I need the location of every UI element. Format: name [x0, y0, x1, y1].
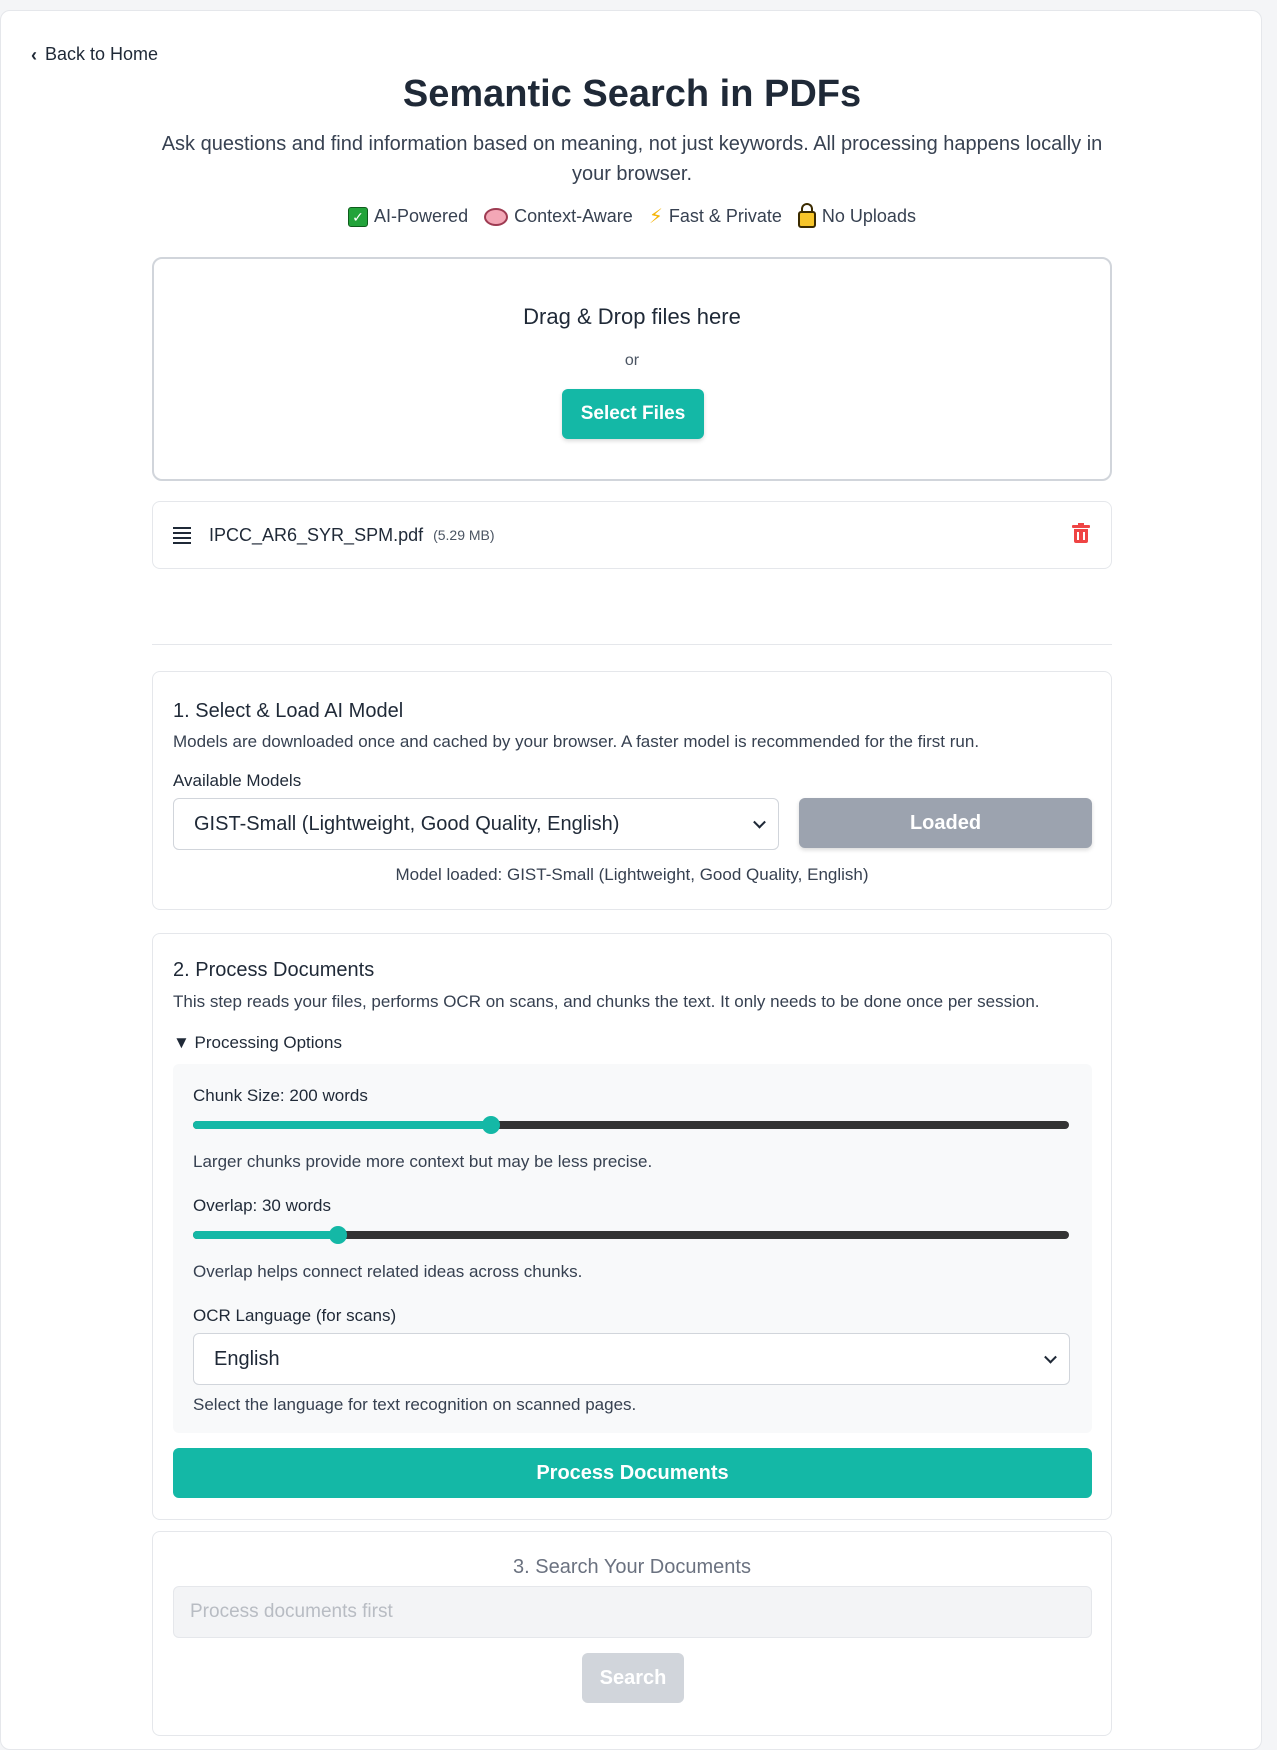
overlap-slider[interactable]	[193, 1231, 1069, 1239]
trash-icon[interactable]	[1073, 524, 1089, 544]
file-size: (5.29 MB)	[433, 527, 495, 543]
ocr-language-help: Select the language for text recognition on scanned pages.	[193, 1395, 637, 1414]
overlap-help: Overlap helps connect related ideas across chunks.	[193, 1262, 583, 1281]
step1-title: 1. Select & Load AI Model	[173, 700, 404, 722]
select-files-button[interactable]: Select Files	[562, 389, 704, 439]
ocr-language-select[interactable]	[193, 1333, 1070, 1385]
overlap-label: Overlap: 30 words	[193, 1196, 331, 1215]
feature-no-uploads	[798, 204, 916, 229]
file-list-item	[152, 501, 1112, 569]
section-divider	[152, 644, 1112, 645]
model-select[interactable]	[173, 798, 779, 850]
models-label: Available Models	[173, 771, 302, 790]
step3-title: 3. Search Your Documents	[513, 1556, 751, 1578]
dropzone-title: Drag & Drop files here	[523, 304, 741, 329]
step2-description: This step reads your files, performs OCR on scans, and chunks the text. It only needs to be done once per session.	[173, 992, 1040, 1011]
process-documents-button[interactable]: Process Documents	[173, 1448, 1092, 1498]
chevron-down-icon	[1044, 1351, 1057, 1364]
processing-options-panel	[173, 1064, 1092, 1433]
brain-icon	[484, 208, 508, 226]
feature-label: Context-Aware	[514, 206, 633, 226]
feature-label: AI-Powered	[374, 206, 469, 226]
ocr-language-value: English	[214, 1347, 280, 1370]
step2-card	[152, 933, 1112, 1520]
chunk-size-thumb[interactable]	[482, 1116, 500, 1134]
chevron-down-icon	[753, 816, 766, 829]
chunk-size-label: Chunk Size: 200 words	[193, 1086, 368, 1105]
chunk-size-fill	[193, 1121, 491, 1129]
file-dropzone[interactable]	[152, 257, 1112, 481]
page-title: Semantic Search in PDFs	[402, 73, 862, 115]
feature-ai-powered	[348, 204, 468, 229]
page-container	[0, 10, 1262, 1750]
model-select-value: GIST-Small (Lightweight, Good Quality, English)	[194, 812, 620, 835]
dropzone-or: or	[624, 352, 640, 369]
lock-icon	[798, 211, 816, 228]
feature-label: Fast & Private	[668, 206, 782, 226]
load-model-button[interactable]: Loaded	[799, 798, 1092, 848]
step1-description: Models are downloaded once and cached by your browser. A faster model is recommended for the first run.	[173, 732, 980, 751]
back-label: Back to Home	[45, 44, 159, 64]
step1-card	[152, 671, 1112, 910]
step3-card	[152, 1531, 1112, 1736]
chunk-size-slider[interactable]	[193, 1121, 1069, 1129]
document-icon	[173, 527, 191, 544]
page-subtitle: Ask questions and find information based on meaning, not just keywords. All processing happens locally in your browser.	[161, 133, 1103, 185]
search-input[interactable]	[173, 1586, 1092, 1638]
processing-options-toggle[interactable]: ▼ Processing Options	[173, 1033, 342, 1052]
feature-context-aware	[484, 204, 633, 229]
step2-title: 2. Process Documents	[173, 959, 375, 981]
overlap-thumb[interactable]	[329, 1226, 347, 1244]
overlap-fill	[193, 1231, 338, 1239]
chevron-left-icon: ‹	[31, 44, 37, 65]
check-icon: ✓	[348, 207, 368, 227]
ocr-language-label: OCR Language (for scans)	[193, 1306, 397, 1325]
feature-label: No Uploads	[821, 206, 916, 226]
file-name: IPCC_AR6_SYR_SPM.pdf	[209, 524, 424, 545]
model-status: Model loaded: GIST-Small (Lightweight, Good Quality, English)	[395, 865, 869, 884]
feature-fast-private	[649, 204, 782, 229]
back-to-home-link[interactable]	[31, 44, 158, 65]
lightning-icon: ⚡	[648, 206, 663, 228]
search-button[interactable]: Search	[582, 1653, 684, 1703]
chunk-size-help: Larger chunks provide more context but may be less precise.	[193, 1152, 653, 1171]
feature-list	[1, 204, 1263, 229]
